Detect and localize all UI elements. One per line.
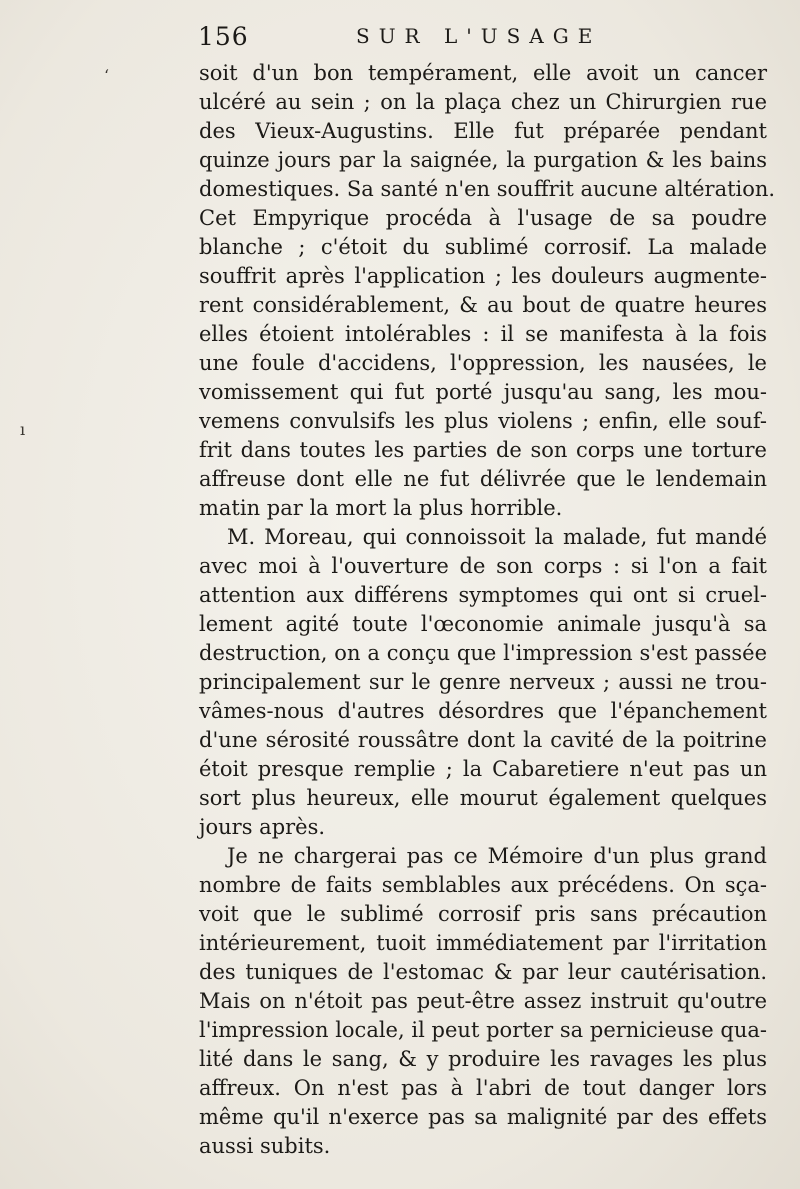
text-line: lité dans le sang, & y produire les ravages les plus: [199, 1047, 767, 1071]
text-line: intérieurement, tuoit immédiatement par l'irritation: [199, 931, 767, 955]
text-line: vâmes-nous d'autres désordres que l'épanchement: [199, 699, 767, 723]
text-line: souffrit après l'application ; les douleurs augmente-: [199, 264, 767, 288]
text-line: aussi subits.: [199, 1134, 331, 1158]
text-line: affreux. On n'est pas à l'abri de tout danger lors: [199, 1076, 767, 1100]
text-line: Je ne chargerai pas ce Mémoire d'un plus grand: [227, 844, 767, 868]
running-title: SUR L'USAGE: [356, 24, 602, 48]
text-line: domestiques. Sa santé n'en souffrit aucune altération.: [199, 177, 776, 201]
text-line: des tuniques de l'estomac & par leur cautérisation.: [199, 960, 767, 984]
text-line: quinze jours par la saignée, la purgation & les bains: [199, 148, 767, 172]
text-line: destruction, on a conçu que l'impression s'est passée: [199, 641, 767, 665]
text-line: des Vieux-Augustins. Elle fut préparée pendant: [199, 119, 767, 143]
text-line: d'une sérosité roussâtre dont la cavité de la poitrine: [199, 728, 767, 752]
page-number: 156: [198, 22, 249, 51]
text-line: blanche ; c'étoit du sublimé corrosif. La malade: [199, 235, 767, 259]
text-line: frit dans toutes les parties de son corps une torture: [199, 438, 767, 462]
text-line: même qu'il n'exerce pas sa malignité par des effets: [199, 1105, 767, 1129]
text-line: vomissement qui fut porté jusqu'au sang, les mou-: [199, 380, 767, 404]
text-line: une foule d'accidens, l'oppression, les nausées, le: [199, 351, 767, 375]
text-line: Cet Empyrique procéda à l'usage de sa poudre: [199, 206, 767, 230]
body-text: [199, 59, 776, 1161]
text-line: voit que le sublimé corrosif pris sans précaution: [199, 902, 767, 926]
text-line: lement agité toute l'œconomie animale jusqu'à sa: [199, 612, 767, 636]
text-line: affreuse dont elle ne fut délivrée que le lendemain: [199, 467, 767, 491]
text-line: principalement sur le genre nerveux ; aussi ne trou-: [199, 670, 767, 694]
text-line: ulcéré au sein ; on la plaça chez un Chirurgien rue: [199, 90, 767, 114]
text-line: sort plus heureux, elle mourut également quelques: [199, 786, 767, 810]
text-line: étoit presque remplie ; la Cabaretiere n'eut pas un: [199, 757, 767, 781]
text-line: elles étoient intolérables : il se manifesta à la fois: [199, 322, 767, 346]
text-line: vemens convulsifs les plus violens ; enfin, elle souf-: [199, 409, 767, 433]
page-header: [198, 22, 778, 56]
margin-mark: ʻ: [104, 66, 110, 85]
text-line: nombre de faits semblables aux précédens. On sça-: [199, 873, 767, 897]
text-line: jours après.: [199, 815, 326, 839]
text-line: attention aux différens symptomes qui ont si cruel-: [199, 583, 767, 607]
text-line: avec moi à l'ouverture de son corps : si l'on a fait: [199, 554, 767, 578]
text-line: M. Moreau, qui connoissoit la malade, fut mandé: [227, 525, 767, 549]
margin-mark: ı: [20, 420, 26, 439]
text-line: Mais on n'étoit pas peut-être assez instruit qu'outre: [199, 989, 767, 1013]
text-line: matin par la mort la plus horrible.: [199, 496, 563, 520]
text-line: soit d'un bon tempérament, elle avoit un cancer: [199, 61, 767, 85]
text-line: l'impression locale, il peut porter sa pernicieuse qua-: [199, 1018, 767, 1042]
text-line: rent considérablement, & au bout de quatre heures: [199, 293, 767, 317]
